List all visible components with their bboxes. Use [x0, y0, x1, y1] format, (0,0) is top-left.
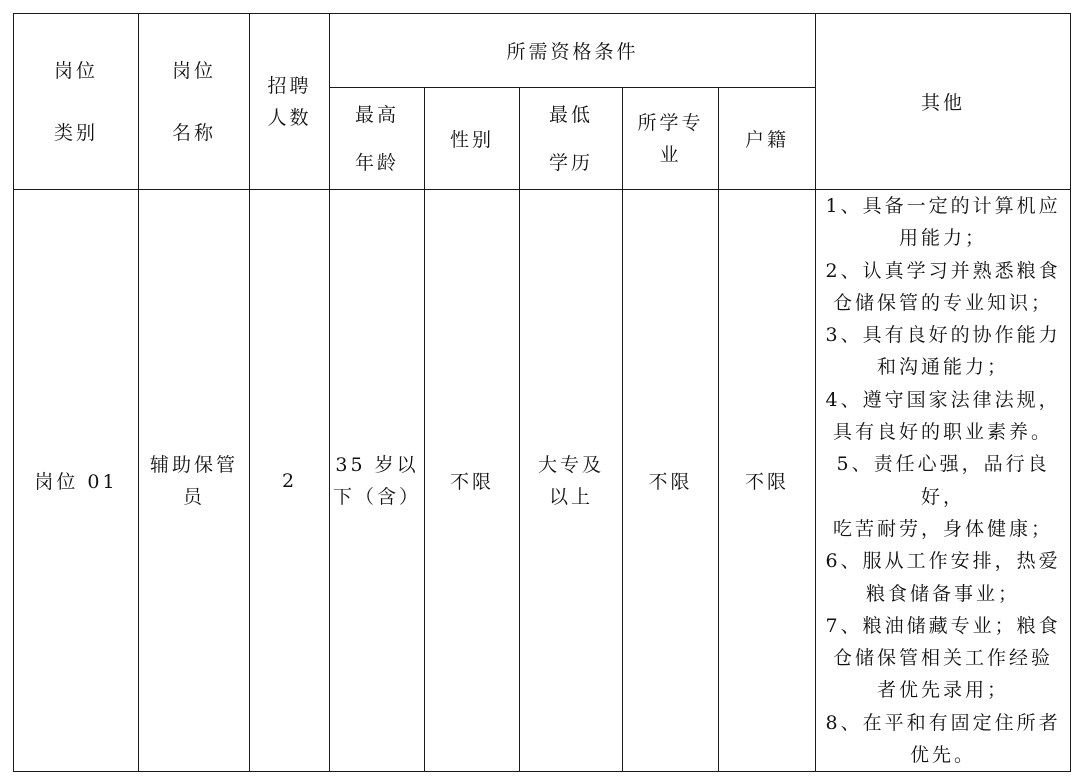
header-household: 户籍	[719, 88, 816, 190]
requirement-line: 仓储保管相关工作经验	[833, 647, 1054, 670]
cell-position-name-line-1: 辅助保管	[149, 453, 238, 476]
requirement-line: 6、服从工作安排，热爱	[825, 550, 1061, 573]
requirement-line: 4、遵守国家法律法规，	[825, 388, 1061, 411]
header-min-education-line-1: 最低	[548, 103, 593, 126]
header-count-line-1: 招聘	[267, 74, 312, 97]
cell-max-age	[330, 190, 425, 772]
requirement-line: 8、在平和有固定住所者	[825, 711, 1061, 734]
header-max-age	[330, 88, 425, 190]
requirement-line: 和沟通能力；	[877, 356, 1010, 379]
requirement-line: 粮食储备事业；	[866, 582, 1021, 605]
requirement-line: 吃苦耐劳，身体健康；	[833, 517, 1054, 540]
header-min-education	[520, 88, 623, 190]
cell-min-education-line-2: 以上	[548, 485, 593, 508]
cell-other-requirements	[816, 190, 1071, 772]
cell-position-name	[139, 190, 250, 772]
header-count	[250, 14, 330, 190]
cell-min-education	[520, 190, 623, 772]
header-position-name-line-1: 岗位	[171, 59, 216, 82]
header-max-age-line-1: 最高	[354, 103, 399, 126]
cell-max-age-line-2: 下（含）	[332, 485, 421, 508]
header-position-name-line-2: 名称	[171, 121, 216, 144]
requirement-line: 用能力；	[899, 227, 988, 250]
cell-count: 2	[250, 190, 330, 772]
header-position-name	[139, 14, 250, 190]
cell-household: 不限	[719, 190, 816, 772]
header-category-line-2: 类别	[53, 121, 98, 144]
header-major	[623, 88, 719, 190]
table-row	[14, 190, 1071, 772]
header-max-age-line-2: 年龄	[354, 151, 399, 174]
header-major-line-1: 所学专	[637, 111, 704, 134]
recruitment-table	[13, 13, 1071, 772]
cell-max-age-line-1: 35 岁以	[335, 453, 419, 476]
header-row-1	[14, 14, 1071, 88]
requirement-line: 5、责任心强，品行良好，	[836, 453, 1050, 508]
header-category	[14, 14, 139, 190]
header-other: 其他	[816, 14, 1071, 190]
header-qualifications: 所需资格条件	[330, 14, 816, 88]
cell-min-education-line-1: 大专及	[537, 453, 604, 476]
requirement-line: 3、具有良好的协作能力	[825, 324, 1061, 347]
header-major-line-2: 业	[659, 143, 682, 166]
header-gender: 性别	[425, 88, 520, 190]
recruitment-table-container	[13, 13, 1071, 772]
cell-gender: 不限	[425, 190, 520, 772]
cell-position-name-line-2: 员	[182, 485, 205, 508]
cell-category: 岗位 01	[14, 190, 139, 772]
header-count-line-2: 人数	[267, 106, 312, 129]
header-category-line-1: 岗位	[53, 59, 98, 82]
requirement-line: 1、具备一定的计算机应	[825, 195, 1061, 217]
requirement-line: 者优先录用；	[877, 679, 1010, 702]
header-min-education-line-2: 学历	[548, 151, 593, 174]
requirement-line: 7、粮油储藏专业；粮食	[825, 614, 1061, 637]
requirement-line: 优先。	[910, 744, 977, 767]
requirement-line: 仓储保管的专业知识；	[833, 291, 1054, 314]
requirement-line: 具有良好的职业素养。	[833, 421, 1054, 444]
requirement-line: 2、认真学习并熟悉粮食	[825, 259, 1061, 282]
cell-major: 不限	[623, 190, 719, 772]
